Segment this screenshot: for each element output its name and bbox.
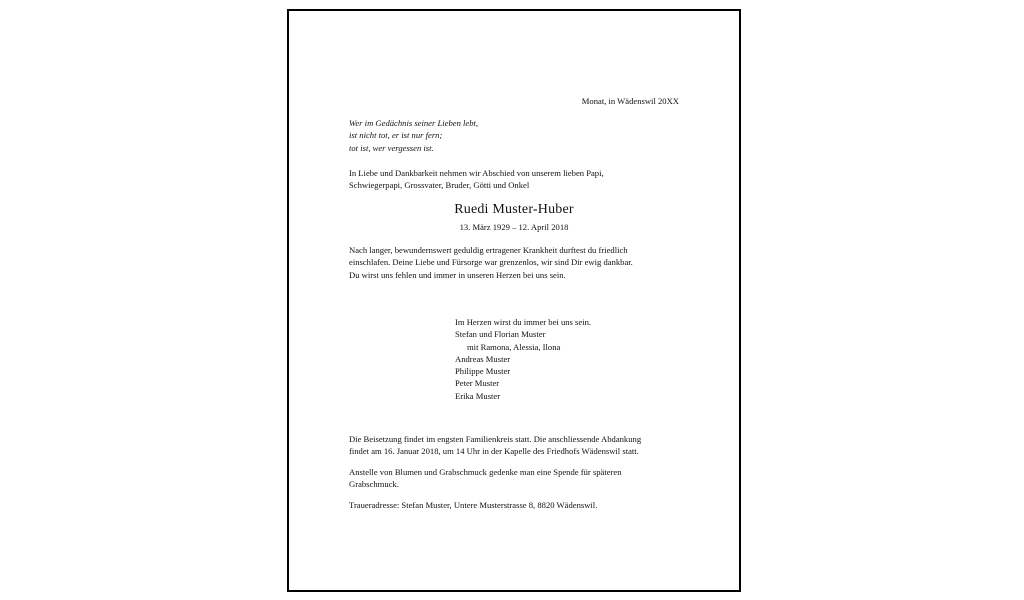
death-notice-card: [287, 9, 741, 592]
family-heading: Im Herzen wirst du immer bei uns sein.: [455, 317, 592, 327]
donation-line: Anstelle von Blumen und Grabschmuck gedenke man eine Spende für späteren: [349, 467, 622, 477]
family-member: Erika Muster: [455, 390, 501, 401]
family-member: Philippe Muster: [455, 366, 511, 377]
family-member: Stefan und Florian Muster: [455, 329, 546, 340]
mourning-address: Traueradresse: Stefan Muster, Untere Musterstrasse 8, 8820 Wädenswil.: [349, 500, 598, 510]
quote-line: ist nicht tot, er ist nur fern;: [349, 130, 443, 141]
message-line: Du wirst uns fehlen und immer in unseren Herzen bei uns sein.: [349, 269, 566, 280]
farewell-message: [349, 244, 633, 281]
funeral-line: findet am 16. Januar 2018, um 14 Uhr in der Kapelle des Friedhofs Wädenswil statt.: [349, 446, 639, 457]
mourning-family-list: [455, 316, 591, 402]
intro-line: Schwiegerpapi, Grossvater, Bruder, Götti und Onkel: [349, 180, 530, 191]
intro-paragraph: [349, 167, 689, 192]
funeral-line: Die Beisetzung findet im engsten Familienkreis statt. Die anschliessende Abdankung: [349, 434, 642, 444]
quote-line: Wer im Gedächnis seiner Lieben lebt,: [349, 118, 479, 128]
quote-line: tot ist, wer vergessen ist.: [349, 142, 434, 153]
intro-line: In Liebe und Dankbarkeit nehmen wir Abschied von unserem lieben Papi,: [349, 168, 604, 178]
family-member: Andreas Muster: [455, 353, 511, 364]
family-member: Peter Muster: [455, 378, 500, 389]
memorial-quote: [349, 117, 478, 154]
family-member: mit Ramona, Alessia, Ilona: [467, 341, 561, 352]
funeral-info: [349, 433, 641, 458]
life-dates: 13. März 1929 – 12. April 2018: [459, 222, 569, 232]
deceased-name: Ruedi Muster-Huber: [454, 202, 574, 217]
message-line: Nach langer, bewundernswert geduldig ertragener Krankheit durftest du friedlich: [349, 245, 628, 255]
message-line: einschlafen. Deine Liebe und Fürsorge war grenzenlos, wir sind Dir ewig dankbar.: [349, 257, 633, 268]
donation-line: Grabschmuck.: [349, 479, 399, 490]
date-place-line: Monat, in Wädenswil 20XX: [581, 96, 679, 106]
donation-note: [349, 466, 622, 491]
